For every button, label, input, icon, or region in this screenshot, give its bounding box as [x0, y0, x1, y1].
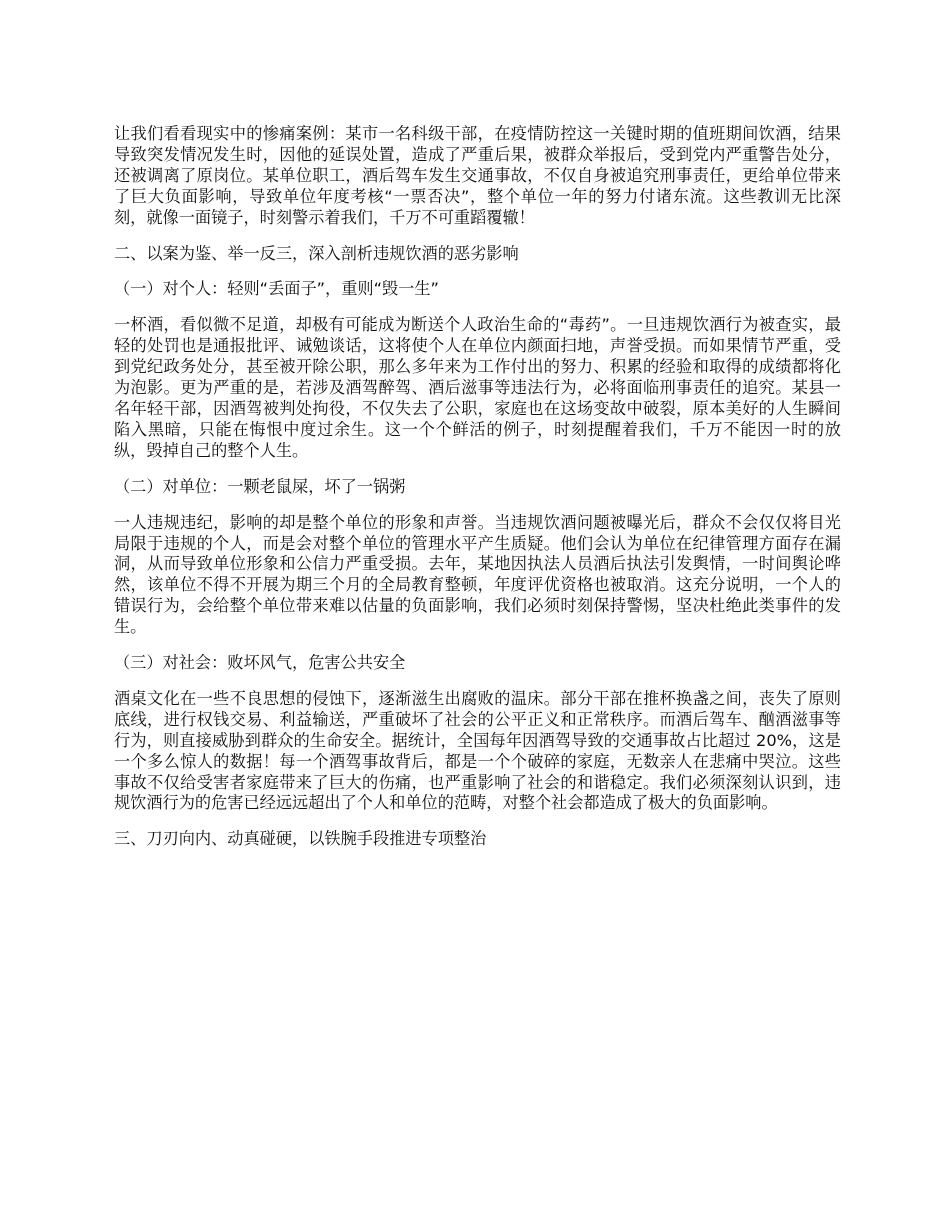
- document-page: [114, 124, 841, 865]
- subsection-individual-heading: （一）对个人：轻则“丢面子”，重则“毁一生”: [114, 279, 439, 299]
- section-three-heading: 三、刀刃向内、动真碰硬，以铁腕手段推进专项整治: [114, 829, 487, 849]
- section-two-heading: 二、以案为鉴、举一反三，深入剖析违规饮酒的恶劣影响: [114, 243, 519, 263]
- society-impact-paragraph: 酒桌文化在一些不良思想的侵蚀下，逐渐滋生出腐败的温床。部分干部在推杯换盏之间，丧失了原则底线，进行权钱交易、利益输送，严重破坏了社会的公平正义和正常秩序。而酒后驾车、酗酒滋事等行为，则直接威胁到群众的生命安全。据统计，全国每年因酒驾导致的交通事故占比超过 20%，这是一个多么惊人的数据！每一个酒驾事故背后，都是一个个破碎的家庭，无数亲人在悲痛中哭泣。这些事故不仅给受害者家庭带来了巨大的伤痛，也严重影响了社会的和谐稳定。我们必须深刻认识到，违规饮酒行为的危害已经远远超出了个人和单位的范畴，对整个社会都造成了极大的负面影响。: [114, 688, 841, 813]
- case-example-paragraph: 让我们看看现实中的惨痛案例：某市一名科级干部，在疫情防控这一关键时期的值班期间饮酒，结果导致突发情况发生时，因他的延误处置，造成了严重后果，被群众举报后，受到党内严重警告处分，还被调离了原岗位。某单位职工，酒后驾车发生交通事故，不仅自身被追究刑事责任，更给单位带来了巨大负面影响，导致单位年度考核“一票否决”，整个单位一年的努力付诸东流。这些教训无比深刻，就像一面镜子，时刻警示着我们，千万不可重蹈覆辙！: [114, 124, 841, 227]
- unit-impact-paragraph: 一人违规违纪，影响的却是整个单位的形象和声誉。当违规饮酒问题被曝光后，群众不会仅仅将目光局限于违规的个人，而是会对整个单位的管理水平产生质疑。他们会认为单位在纪律管理方面存在漏洞，从而导致单位形象和公信力严重受损。去年，某地因执法人员酒后执法引发舆情，一时间舆论哗然，该单位不得不开展为期三个月的全局教育整顿，年度评优资格也被取消。这充分说明，一个人的错误行为，会给整个单位带来难以估量的负面影响，我们必须时刻保持警惕，坚决杜绝此类事件的发生。: [114, 512, 841, 637]
- individual-impact-paragraph: 一杯酒，看似微不足道，却极有可能成为断送个人政治生命的“毒药”。一旦违规饮酒行为被查实，最轻的处罚也是通报批评、诫勉谈话，这将使个人在单位内颜面扫地，声誉受损。而如果情节严重，受到党纪政务处分，甚至被开除公职，那么多年来为工作付出的努力、积累的经验和取得的成绩都将化为泡影。更为严重的是，若涉及酒驾醉驾、酒后滋事等违法行为，必将面临刑事责任的追究。某县一名年轻干部，因酒驾被判处拘役，不仅失去了公职，家庭也在这场变故中破裂，原本美好的人生瞬间陷入黑暗，只能在悔恨中度过余生。这一个个鲜活的例子，时刻提醒着我们，千万不能因一时的放纵，毁掉自己的整个人生。: [114, 315, 841, 460]
- subsection-unit-heading: （二）对单位：一颗老鼠屎，坏了一锅粥: [114, 476, 406, 496]
- subsection-society-heading: （三）对社会：败坏风气，危害公共安全: [114, 653, 406, 673]
